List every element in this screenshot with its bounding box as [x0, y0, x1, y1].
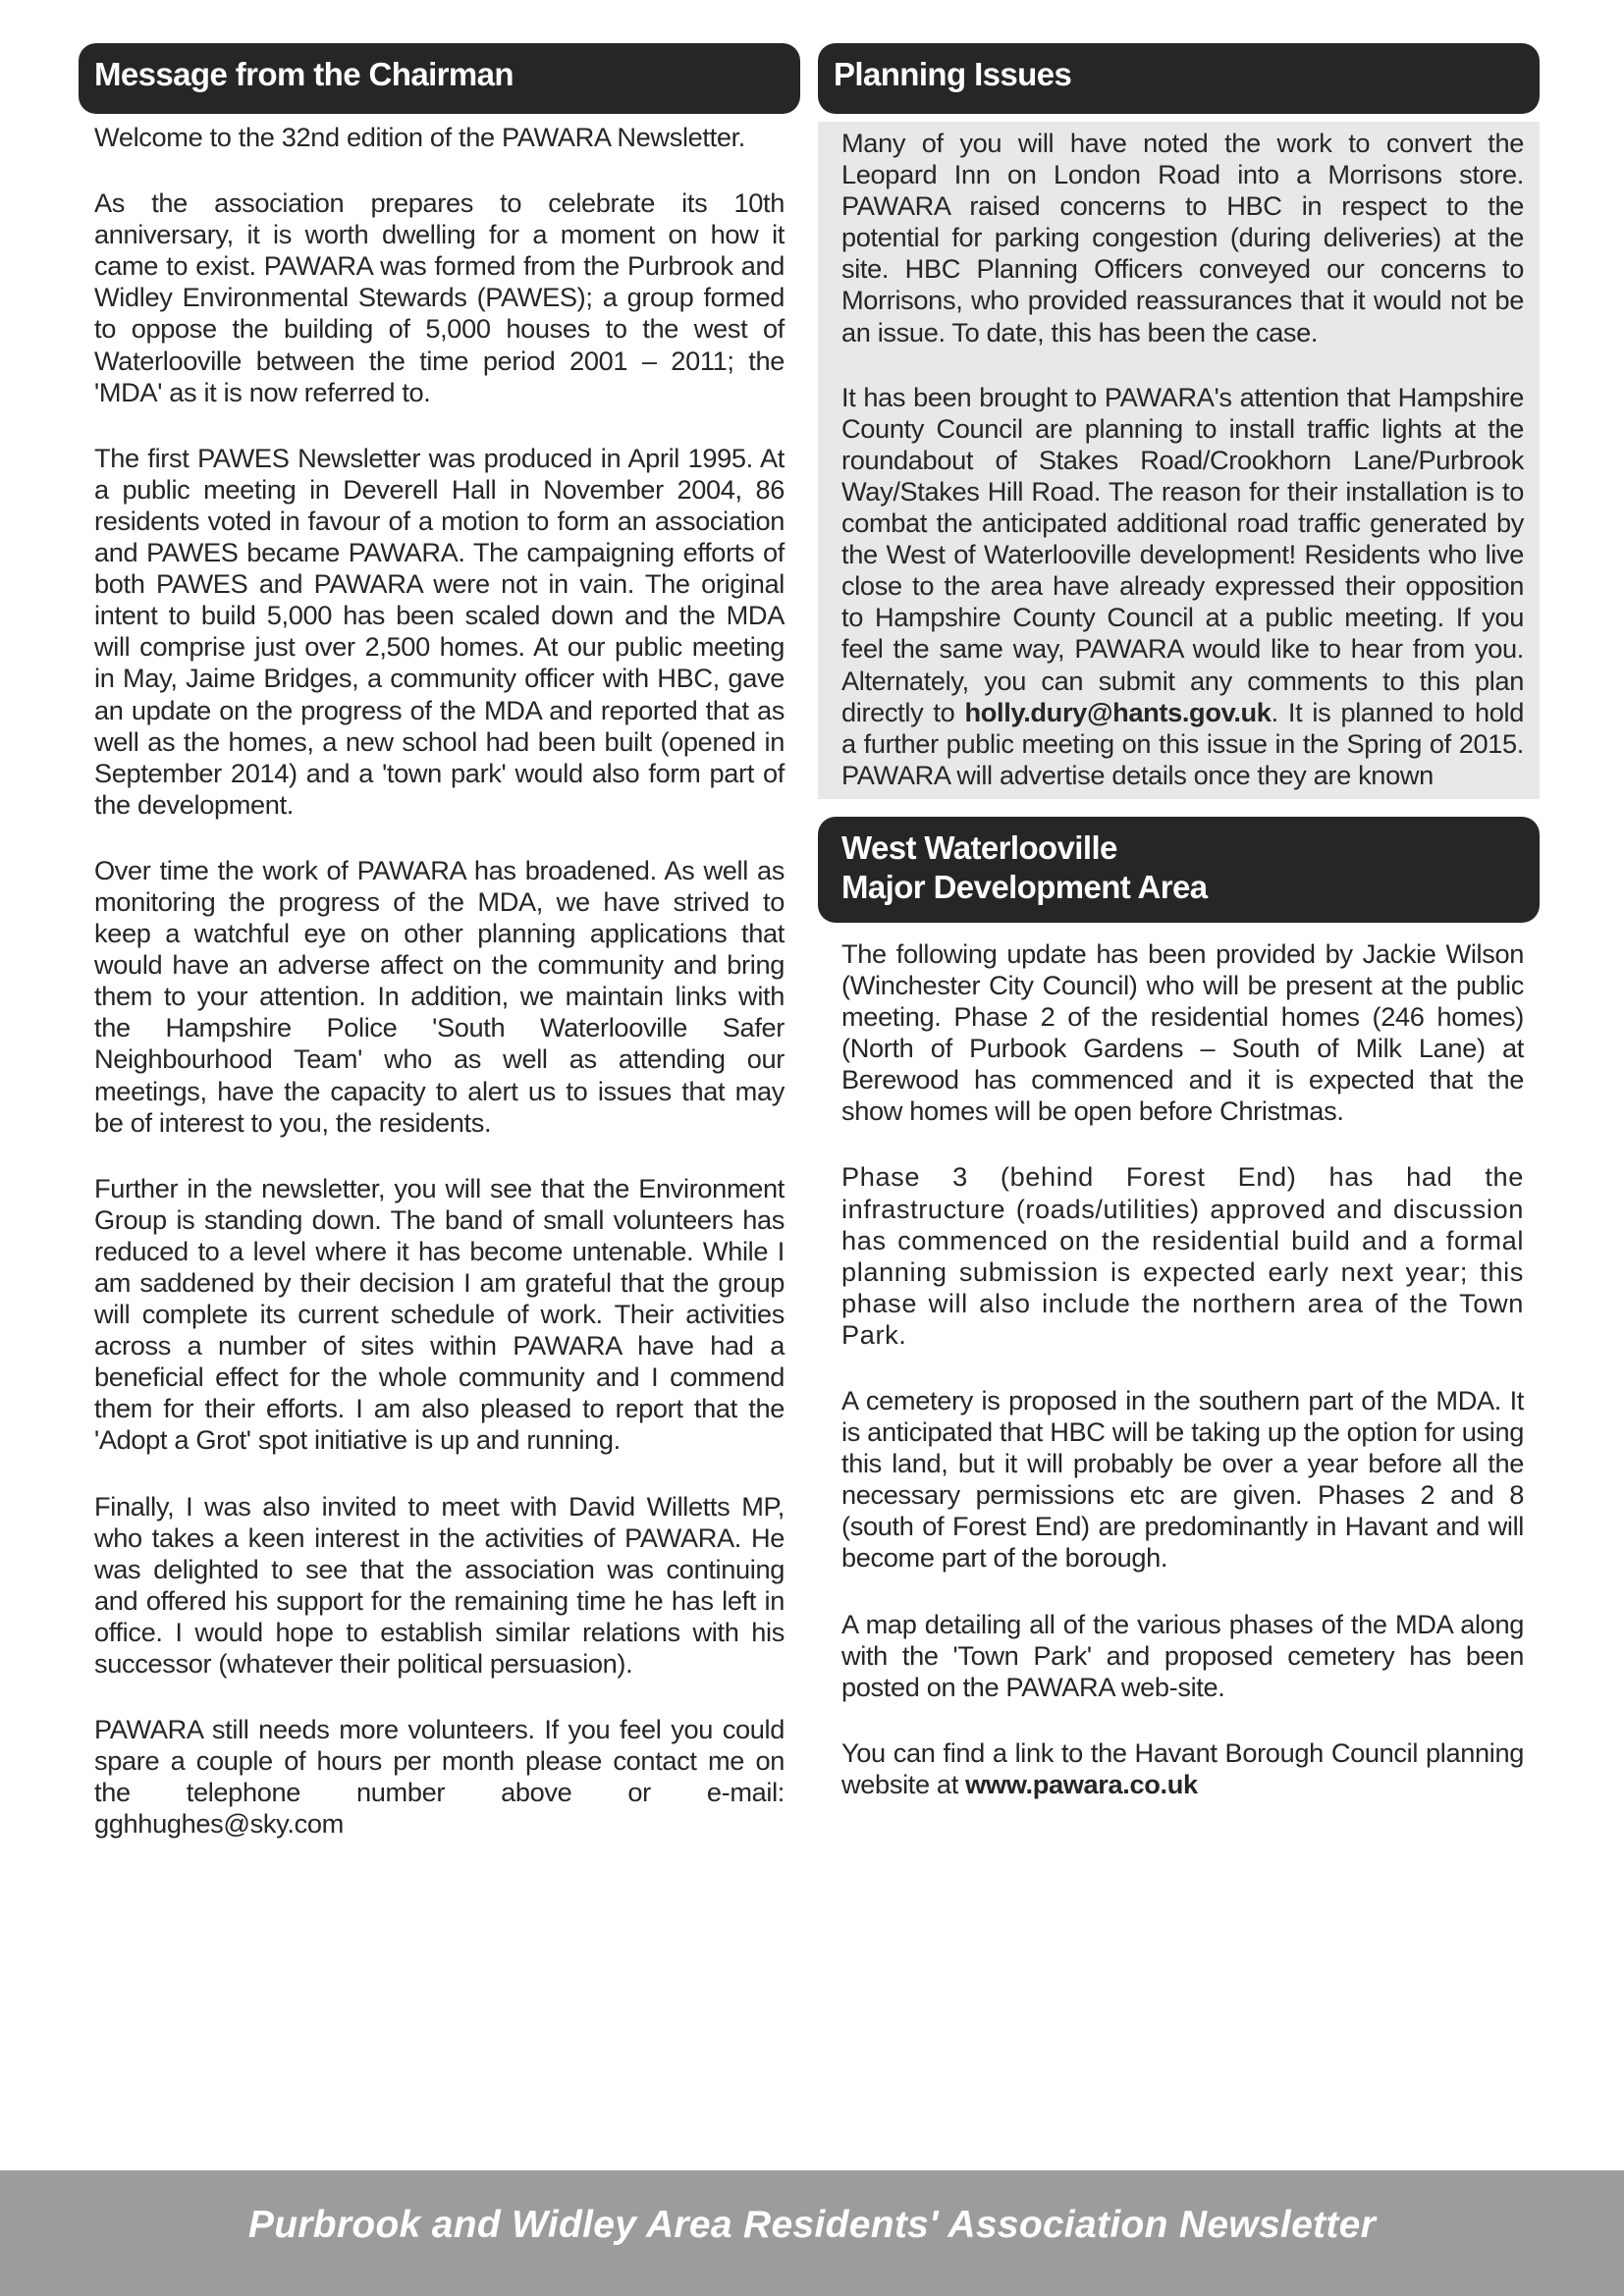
mda-body [818, 923, 1540, 1800]
planning-paragraph: Many of you will have noted the work to convert the Leopard Inn on London Road into a Morrisons store. PAWARA raised concerns to HBC in respect to the potential for parking congestion (during deliveries) at the site. HBC Planning Officers conveyed our concerns to Morrisons, who provided reassurances that it would not be an issue. To date, this has been the case. [841, 128, 1524, 347]
chairman-paragraph: Over time the work of PAWARA has broadened. As well as monitoring the progress of the MDA, we have strived to keep a watchful eye on other planning applications that would have an adverse affect on the community and bring them to your attention. In addition, we maintain links with the Hampshire Police 'South Waterlooville Safer Neighbourhood Team' who as well as attending our meetings, have the capacity to alert us to issues that may be of interest to you, the residents. [94, 854, 785, 1138]
planning-panel [818, 122, 1540, 799]
website-link[interactable]: www.pawara.co.uk [965, 1768, 1198, 1799]
mda-link-text: You can find a link to the Havant Borough Council planning website at [841, 1736, 1524, 1799]
planning-section-header [818, 43, 1540, 114]
footer-title: Purbrook and Widley Area Residents' Association Newsletter [247, 2204, 1377, 2246]
mda-paragraph: Phase 3 (behind Forest End) has had the infrastructure (roads/utilities) approved and discussion has commenced on the residential build and a formal planning submission is expected early next year; this phase will also include the northern area of the Town Park. [841, 1161, 1524, 1350]
chairman-paragraph: Welcome to the 32nd edition of the PAWARA Newsletter. [94, 122, 745, 152]
chairman-body [79, 114, 800, 1841]
planning-text: It has been brought to PAWARA's attention that Hampshire County Council are planning to install traffic lights at the roundabout of Stakes Road/Crookhorn Lane/Purbrook Way/Stakes Hill Road. The reason for their installation is to combat the anticipated additional road traffic generated by the West of Waterlooville development! Residents who live close to the area have already expressed their opposition to Hampshire County Council at a public meeting. If you feel the same way, PAWARA would like to hear from you. Alternately, you can submit any comments to this plan directly to [841, 381, 1524, 727]
planning-paragraph [841, 382, 1524, 791]
mda-link-paragraph [841, 1737, 1524, 1800]
mda-paragraph: The following update has been provided by Jackie Wilson (Winchester City Council) who will be present at the public meeting. Phase 2 of the residential homes (246 homes) (North of Purbook Gardens – South of Milk Lane) at Berewood has commenced and it is expected that the show homes will be open before Christmas. [841, 937, 1524, 1127]
left-column [79, 43, 800, 1841]
chairman-paragraph: Further in the newsletter, you will see that the Environment Group is standing down. The band of small volunteers has reduced to a level where it has become untenable. While I am saddened by their decision I am grateful that the group will complete its current schedule of work. Their activities across a number of sites within PAWARA have had a beneficial effect for the whole community and I commend them for their efforts. I am also pleased to report that the 'Adopt a Grot' spot initiative is up and running. [94, 1172, 785, 1456]
chairman-paragraph: The first PAWES Newsletter was produced in April 1995. At a public meeting in Deverell Hall in November 2004, 86 residents voted in favour of a motion to form an association and PAWES became PAWARA. The campaigning efforts of both PAWES and PAWARA were not in vain. The original intent to build 5,000 has been scaled down and the MDA will comprise just over 2,500 homes. At our public meeting in May, Jaime Bridges, a community officer with HBC, gave an update on the progress of the MDA and reported that as well as the homes, a new school had been built (opened in September 2014) and a 'town park' would also form part of the development. [94, 442, 785, 820]
mda-paragraph: A map detailing all of the various phases of the MDA along with the 'Town Park' and proposed cemetery has been posted on the PAWARA web-site. [841, 1608, 1524, 1702]
planning-text: . It is planned to hold a further public meeting on this issue in the Spring of 2015. PAWARA will advertise details once they are known [841, 696, 1525, 790]
chairman-section-header [79, 43, 800, 114]
chairman-closing-text: PAWARA still needs more volunteers. If you feel you could spare a couple of hours per month please contact me on the telephone number above or e-mail: [94, 1714, 785, 1808]
planning-title: Planning Issues [834, 56, 1072, 92]
chairman-closing-paragraph [94, 1714, 785, 1840]
mda-title-line2: Major Development Area [841, 868, 1208, 905]
chairman-paragraph: As the association prepares to celebrate its 10th anniversary, it is worth dwelling for a moment on how it came to exist. PAWARA was formed from the Purbrook and Widley Environmental Stewards (PAWES); a group formed to oppose the building of 5,000 houses to the west of Waterlooville between the time period 2001 – 2011; the 'MDA' as it is now referred to. [94, 187, 785, 407]
planning-email-link[interactable]: holly.dury@hants.gov.uk [964, 696, 1272, 727]
mda-title-line1: West Waterlooville [841, 828, 1117, 866]
chairman-email-link[interactable]: gghhughes@sky.com [94, 1808, 344, 1840]
newsletter-footer [0, 2170, 1624, 2296]
chairman-paragraph: Finally, I was also invited to meet with David Willetts MP, who takes a keen interest in the activities of PAWARA. He was delighted to see that the association was continuing and offered his support for the remaining time he has left in office. I would hope to establish similar relations with his successor (whatever their political persuasion). [94, 1490, 785, 1680]
chairman-title: Message from the Chairman [94, 56, 514, 92]
mda-section-header [818, 817, 1540, 923]
mda-paragraph: A cemetery is proposed in the southern part of the MDA. It is anticipated that HBC will be taking up the option for using this land, but it will probably be over a year before all the necessary permissions etc are given. Phases 2 and 8 (south of Forest End) are predominantly in Havant and will become part of the borough. [841, 1385, 1524, 1574]
right-column [818, 43, 1540, 1800]
